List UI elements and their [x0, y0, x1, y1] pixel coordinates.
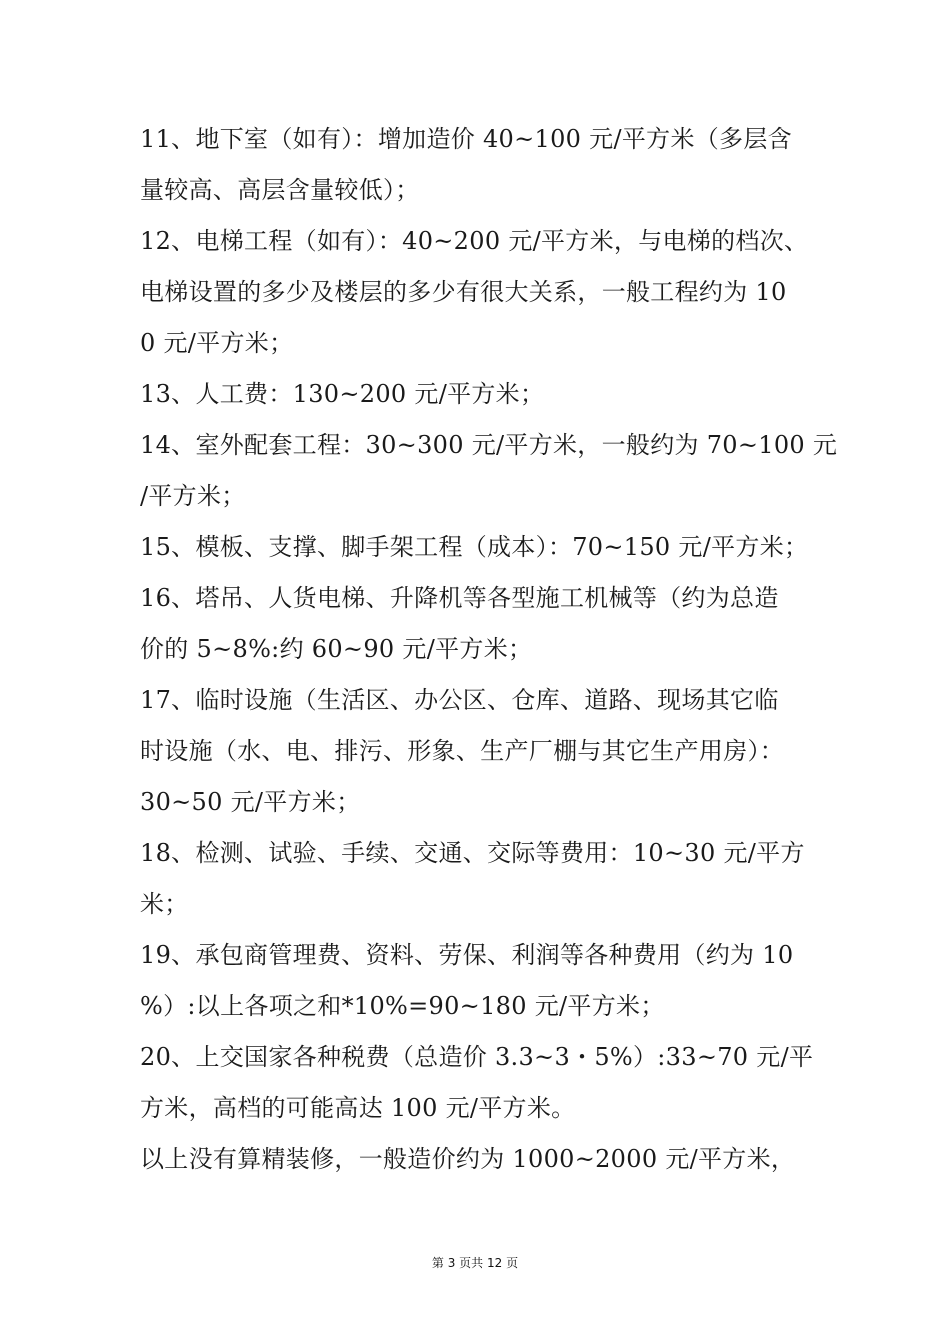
text-line: 14、室外配套工程：30~300 元/平方米，一般约为 70~100 元 [140, 431, 838, 459]
text-line: 20、上交国家各种税费（总造价 3.3~3・5%）:33~70 元/平 [140, 1043, 814, 1071]
text-line: %）:以上各项之和*10%=90~180 元/平方米； [140, 992, 665, 1020]
document-body [140, 114, 838, 1185]
text-line: 13、人工费：130~200 元/平方米； [140, 380, 545, 408]
text-line: 18、检测、试验、手续、交通、交际等费用：10~30 元/平方 [140, 839, 805, 867]
paragraph-item-15 [140, 522, 820, 573]
paragraph-item-14 [140, 420, 838, 522]
text-line: 电梯设置的多少及楼层的多少有很大关系，一般工程约为 10 [140, 278, 787, 306]
text-line: 米； [140, 890, 189, 918]
text-line: 0 元/平方米； [140, 329, 294, 357]
text-line: 方米，高档的可能高达 100 元/平方米。 [140, 1094, 576, 1122]
paragraph-item-17 [140, 675, 820, 828]
text-line: 30~50 元/平方米； [140, 788, 361, 816]
text-line: 以上没有算精装修，一般造价约为 1000~2000 元/平方米， [140, 1145, 796, 1173]
paragraph-item-12 [140, 216, 820, 369]
text-line: /平方米； [140, 482, 246, 510]
text-line: 19、承包商管理费、资料、劳保、利润等各种费用（约为 10 [140, 941, 794, 969]
paragraph-item-18 [140, 828, 820, 930]
paragraph-summary [140, 1134, 820, 1185]
text-line: 量较高、高层含量较低）； [140, 176, 420, 204]
page-number-footer: 第 3 页共 12 页 [431, 1256, 519, 1270]
paragraph-item-19 [140, 930, 820, 1032]
text-line: 17、临时设施（生活区、办公区、仓库、道路、现场其它临 [140, 686, 779, 714]
text-line: 15、模板、支撑、脚手架工程（成本）：70~150 元/平方米； [140, 533, 809, 561]
text-line: 16、塔吊、人货电梯、升降机等各型施工机械等（约为总造 [140, 584, 779, 612]
text-line: 11、地下室（如有）：增加造价 40~100 元/平方米（多层含 [140, 125, 792, 153]
paragraph-item-13 [140, 369, 820, 420]
paragraph-item-20 [140, 1032, 820, 1134]
paragraph-item-11 [140, 114, 820, 216]
text-line: 价的 5~8%:约 60~90 元/平方米； [140, 635, 533, 663]
text-line: 12、电梯工程（如有）：40~200 元/平方米，与电梯的档次、 [140, 227, 809, 255]
paragraph-item-16 [140, 573, 820, 675]
text-line: 时设施（水、电、排污、形象、生产厂棚与其它生产用房）： [140, 737, 785, 765]
